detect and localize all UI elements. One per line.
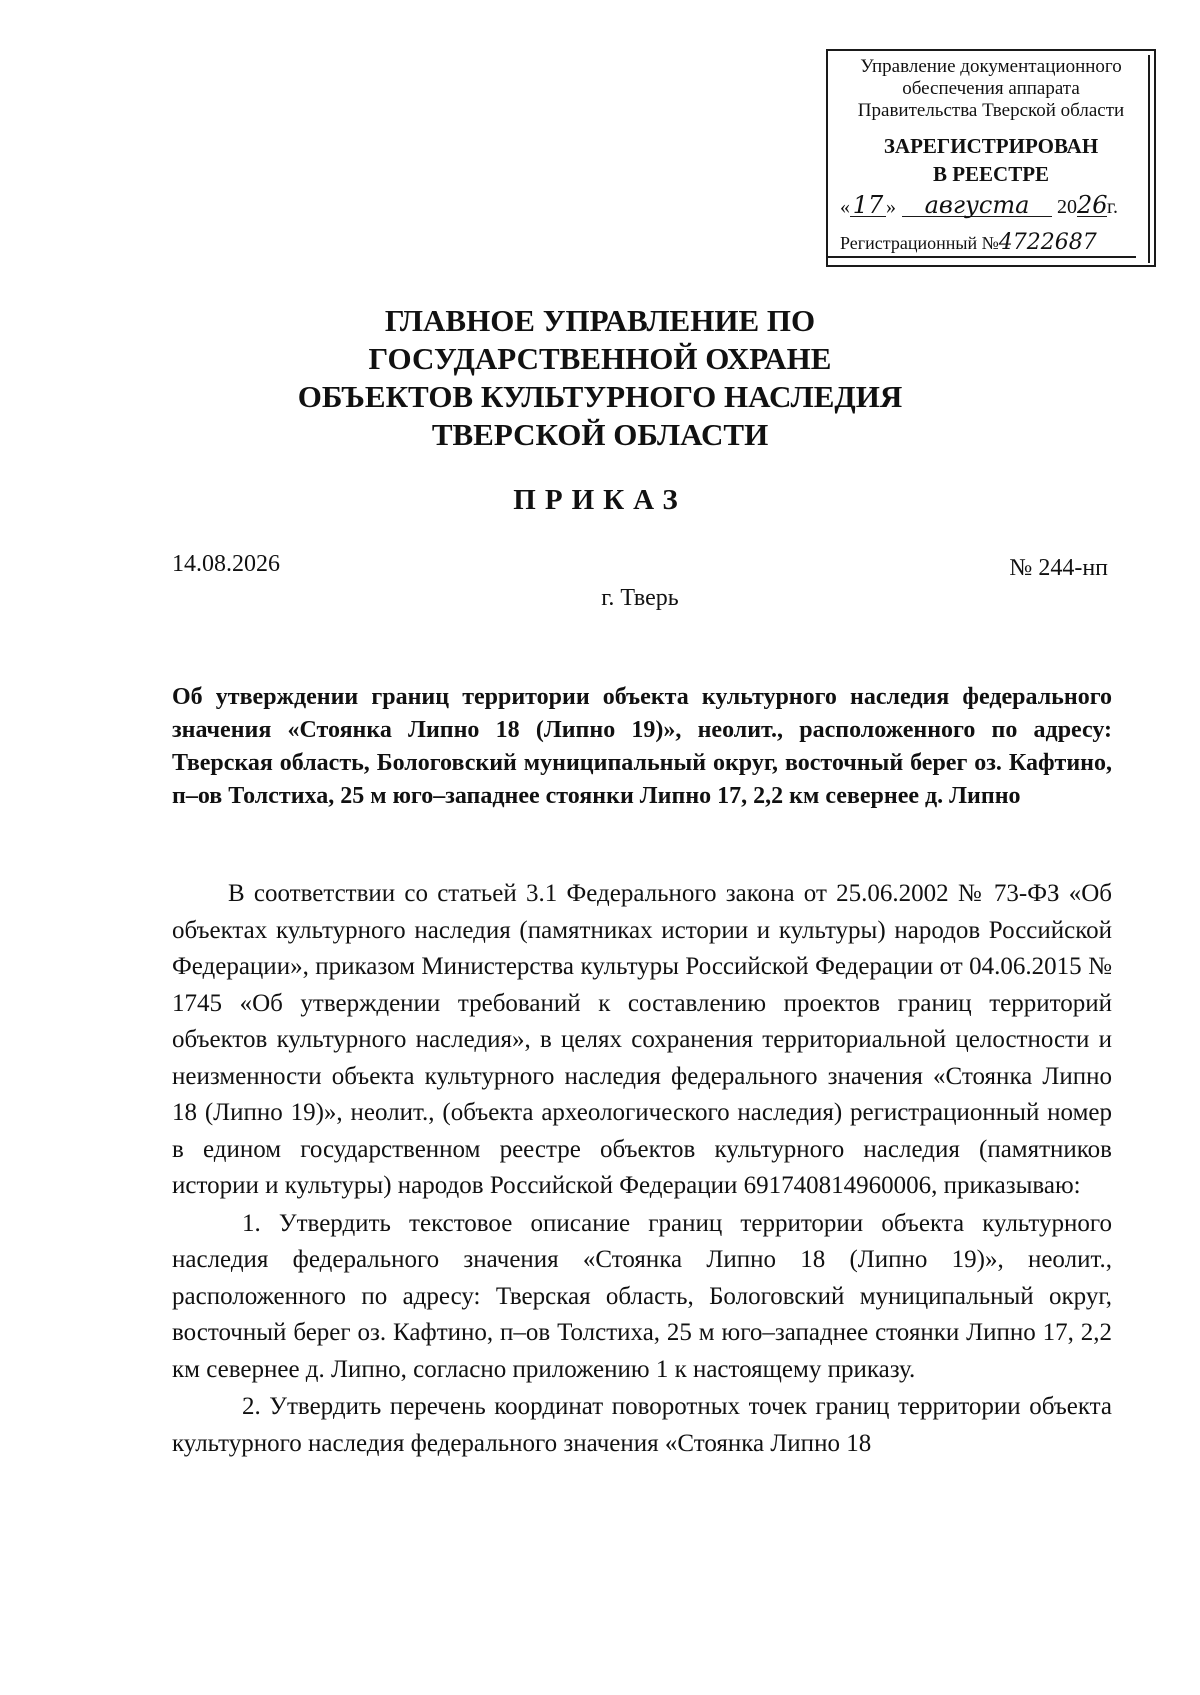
org-title-line-3: ОБЪЕКТОВ КУЛЬТУРНОГО НАСЛЕДИЯ [297,379,903,414]
stamp-quote-close: » [886,196,896,218]
stamp-border-line [1148,55,1150,263]
org-title-line-4: ТВЕРСКОЙ ОБЛАСТИ [431,417,769,452]
document-number: № 244-нп [1009,555,1108,581]
stamp-year-prefix: 20 [1057,196,1077,218]
stamp-day-handwritten: 17 [850,194,886,217]
org-title-line-1: ГЛАВНОЕ УПРАВЛЕНИЕ ПО [384,303,816,338]
stamp-office-line-2: обеспечения аппарата [902,78,1080,99]
document-body [172,876,1112,1462]
stamp-regno-label: Регистрационный № [840,233,999,253]
stamp-office-line-1: Управление документационного [860,56,1122,77]
body-preamble: В соответствии со статьей 3.1 Федерального закона от 25.06.2002 № 73-ФЗ «Об объектах культурного наследия (памятниках истории и культуры) народов Российской Федерации», приказом Министерства культуры Российской Федерации от 04.06.2015 № 1745 «Об утверждении требований к составлению проектов границ территорий объектов культурного наследия», в целях сохранения территориальной целостности и неизменности объекта культурного наследия федерального значения «Стоянка Липно 18 (Липно 19)», неолит., (объекта археологического наследия) регистрационный номер в едином государственном реестре объектов культурного наследия (памятников истории и культуры) народов Российской Федерации 691740814960006, приказываю: [172,880,1112,1199]
stamp-regno-line [828,232,1136,258]
document-subject: Об утверждении границ территории объекта культурного наследия федерального значения «Стоянка Липно 18 (Липно 19)», неолит., расположенного по адресу: Тверская область, Бологовский муниципальный округ, восточный берег оз. Кафтино, п–ов Толстиха, 25 м юго–западнее стоянки Липно 17, 2,2 км севернее д. Липно [172,684,1112,809]
body-item-1: 1. Утвердить текстовое описание границ территории объекта культурного наследия федерального значения «Стоянка Липно 18 (Липно 19)», неолит., расположенного по адресу: Тверская область, Бологовский муниципальный округ, восточный берег оз. Кафтино, п–ов Толстиха, 25 м юго–западнее стоянки Липно 17, 2,2 км севернее д. Липно, согласно приложению 1 к настоящему приказу. [172,1209,1112,1383]
organization-title [250,302,950,454]
document-type-title: ПРИКАЗ [513,484,687,516]
registration-stamp [826,49,1156,267]
stamp-date-line [828,191,1154,224]
stamp-office [828,56,1154,122]
document-city: г. Тверь [601,585,679,611]
stamp-registered-title [828,132,1154,188]
body-item-2: 2. Утвердить перечень координат поворотных точек границ территории объекта культурного наследия федерального значения «Стоянка Липно 18 [172,1393,1112,1457]
stamp-regno-handwritten: 4722687 [998,230,1097,255]
stamp-month-handwritten: августа [902,194,1052,217]
stamp-year-handwritten: 26 [1077,191,1108,219]
stamp-registered-line-2: В РЕЕСТРЕ [932,162,1050,186]
stamp-quote-open: « [840,196,850,218]
stamp-registered-line-1: ЗАРЕГИСТРИРОВАН [883,134,1099,158]
document-date: 14.08.2026 [172,551,280,577]
stamp-year-unit: г. [1107,196,1118,218]
org-title-line-2: ГОСУДАРСТВЕННОЙ ОХРАНЕ [368,341,832,376]
stamp-office-line-3: Правительства Тверской области [857,100,1125,121]
